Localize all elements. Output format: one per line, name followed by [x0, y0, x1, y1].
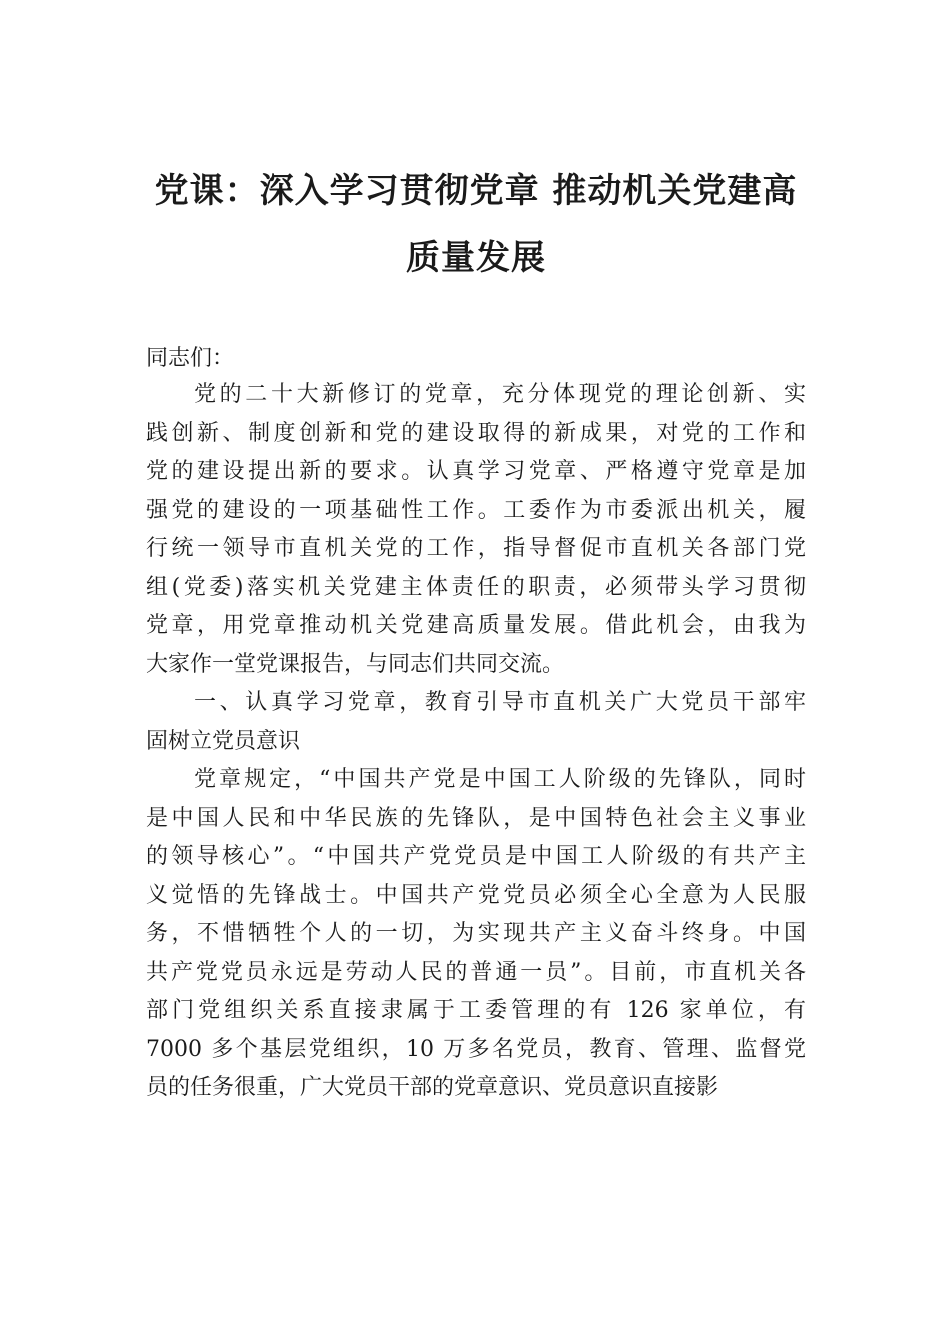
paragraph-1-line: 大家作一堂党课报告，与同志们共同交流。	[146, 651, 565, 677]
section-heading-line: 固树立党员意识	[146, 728, 301, 754]
paragraph-3-line: 义觉悟的先锋战士。中国共产党党员必须全心全意为人民服	[146, 882, 806, 908]
paragraph-3-line: 7000 多个基层党组织，10 万多名党员，教育、管理、监督党	[146, 1036, 806, 1062]
paragraph-3-line: 的领导核心”。“中国共产党党员是中国工人阶级的有共产主	[146, 844, 806, 869]
paragraph-1-line: 强党的建设的一项基础性工作。工委作为市委派出机关，履	[146, 497, 806, 523]
paragraph-1-line: 组(党委)落实机关党建主体责任的职责，必须带头学习贯彻	[146, 574, 806, 600]
paragraph-1-line: 践创新、制度创新和党的建设取得的新成果，对党的工作和	[146, 420, 806, 446]
paragraph-3-line: 员的任务很重，广大党员干部的党章意识、党员意识直接影	[146, 1075, 719, 1100]
paragraph-3-line: 共产党党员永远是劳动人民的普通一员”。目前，市直机关各	[146, 959, 806, 985]
salutation: 同志们：	[146, 346, 235, 371]
paragraph-1-line: 党章，用党章推动机关党建高质量发展。借此机会，由我为	[146, 613, 806, 638]
paragraph-3-line: 党章规定，“中国共产党是中国工人阶级的先锋队，同时	[194, 767, 806, 792]
document-body	[146, 376, 806, 1108]
paragraph-1-line: 党的二十大新修订的党章，充分体现党的理论创新、实	[194, 382, 806, 407]
paragraph-3-line: 是中国人民和中华民族的先锋队，是中国特色社会主义事业	[146, 805, 806, 831]
section-heading-line: 一、认真学习党章，教育引导市直机关广大党员干部牢	[194, 690, 806, 715]
paragraph-1-line: 党的建设提出新的要求。认真学习党章、严格遵守党章是加	[146, 459, 806, 484]
paragraph-3-line: 部门党组织关系直接隶属于工委管理的有 126 家单位，有	[146, 998, 806, 1023]
title-line-1: 党课：深入学习贯彻党章 推动机关党建高	[154, 171, 798, 211]
title-line-2: 质量发展	[406, 238, 546, 278]
paragraph-3-line: 务，不惜牺牲个人的一切，为实现共产主义奋斗终身。中国	[146, 921, 806, 946]
paragraph-1-line: 行统一领导市直机关党的工作，指导督促市直机关各部门党	[146, 536, 806, 561]
